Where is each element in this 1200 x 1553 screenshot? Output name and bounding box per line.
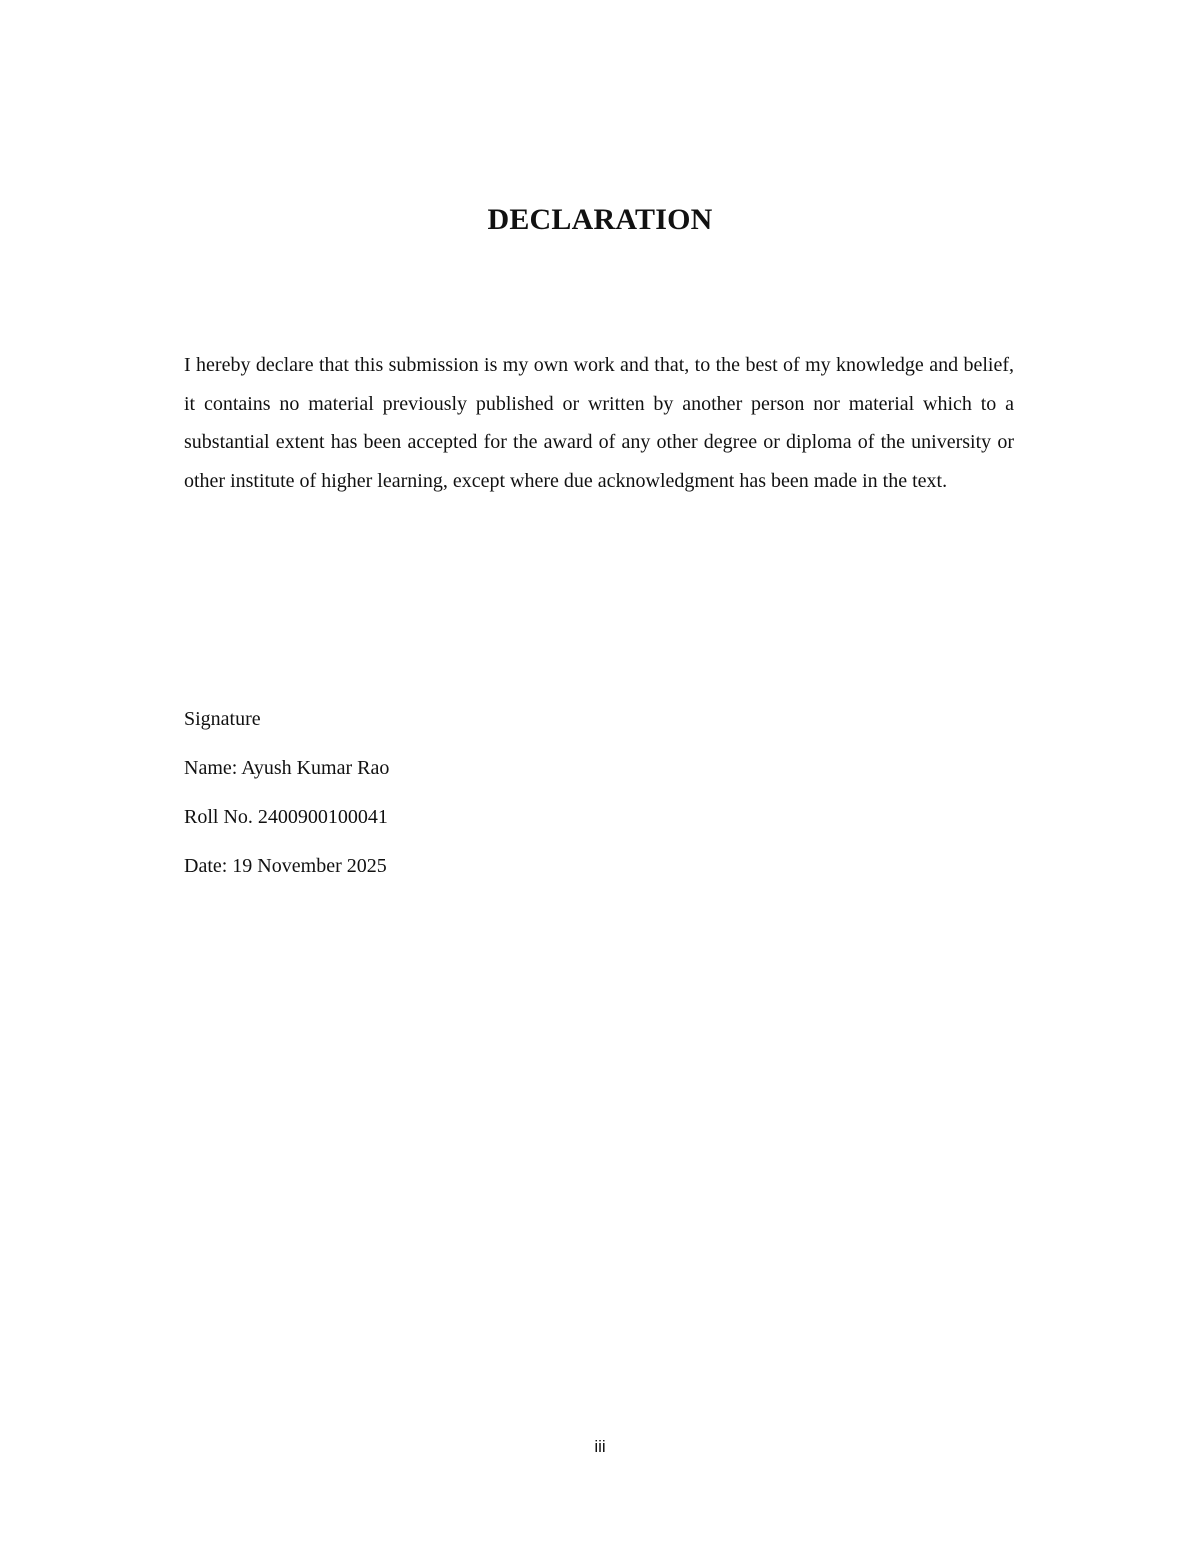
page-title: DECLARATION [487,203,713,236]
signature-label: Signature [184,708,261,730]
declaration-paragraph: I hereby declare that this submission is my own work and that, to the best of my knowledge and belief, it contains no material previously published or written by another person nor material which to a substantial extent has been accepted for the award of any other degree or diploma of the university or other institute of higher learning, except where due acknowledgment has been made in the text. [184,354,1014,492]
roll-number-line: Roll No. 2400900100041 [184,806,388,828]
page-number: iii [594,1437,606,1456]
name-line: Name: Ayush Kumar Rao [184,757,390,779]
date-line: Date: 19 November 2025 [184,855,387,877]
